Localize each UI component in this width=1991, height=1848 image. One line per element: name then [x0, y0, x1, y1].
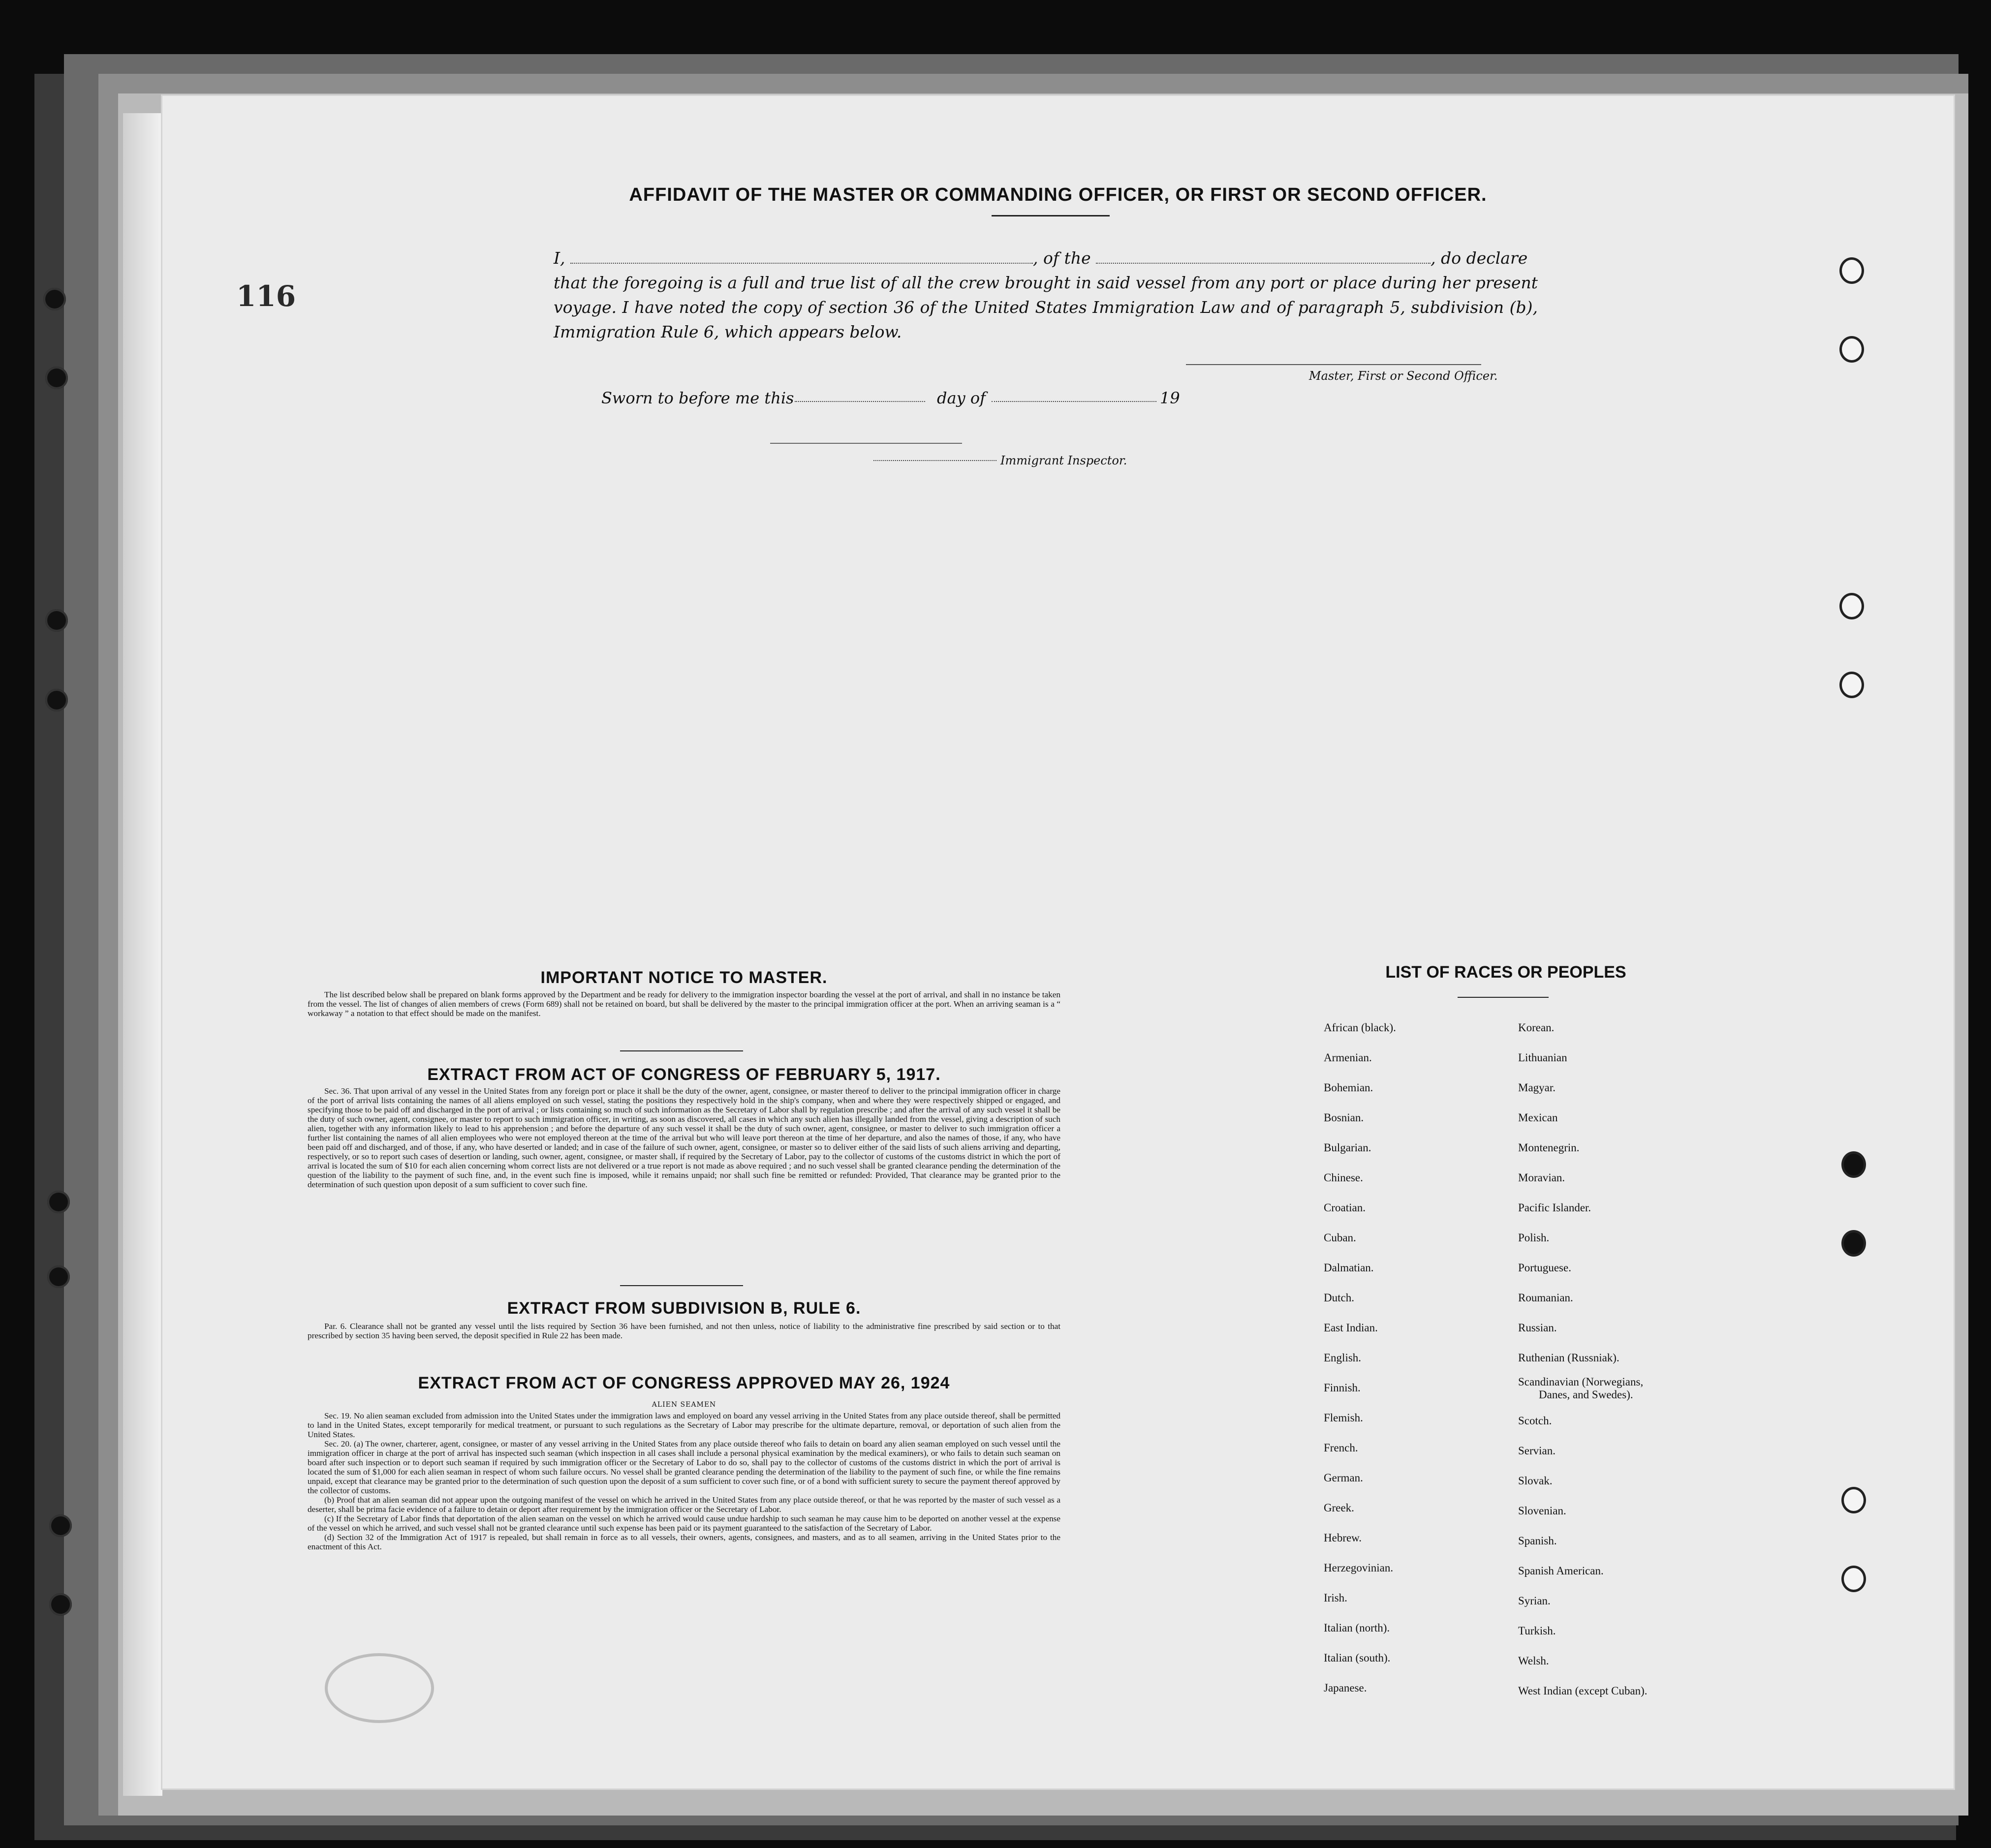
race-item: Bulgarian. — [1324, 1141, 1371, 1154]
word-of-the: , of the — [1033, 248, 1091, 268]
races-title: LIST OF RACES OR PEOPLES — [1385, 963, 1626, 982]
extract-rule6-title: EXTRACT FROM SUBDIVISION B, RULE 6. — [507, 1299, 861, 1318]
day-blank — [795, 401, 925, 402]
extract-rule6-text — [308, 1322, 1060, 1340]
race-item: Turkish. — [1518, 1625, 1556, 1637]
races-left-column — [1324, 1013, 1530, 1703]
punch-hole-icon — [1841, 1487, 1866, 1513]
binder-hole-icon — [49, 1593, 72, 1616]
binder-hole-icon — [49, 1514, 72, 1537]
race-item: Armenian. — [1324, 1051, 1372, 1064]
race-item: Scotch. — [1518, 1415, 1552, 1427]
extract-1924-paragraph: (c) If the Secretary of Labor finds that deportation of the alien seaman on the vessel on which he arrived would cause undue hardship to such seaman he may cause him to be deported on another vessel at the expense of the vessel on which he arrived, and such vessel shall not be granted clearance until such expense has been paid or its payment guaranteed to the satisfaction of the Secretary of Labor. — [308, 1514, 1060, 1533]
race-item: Spanish American. — [1518, 1565, 1604, 1577]
punch-hole-icon — [1839, 672, 1864, 698]
race-item: Welsh. — [1518, 1655, 1549, 1667]
signature-caption: Master, First or Second Officer. — [1309, 369, 1498, 383]
race-item: Herzegovinian. — [1324, 1562, 1394, 1574]
race-item: Polish. — [1518, 1232, 1550, 1244]
signature-line — [1186, 364, 1481, 365]
punch-hole-icon — [1841, 1230, 1866, 1257]
binder-hole-icon — [45, 689, 68, 711]
extract-1924-paragraph: Sec. 19. No alien seaman excluded from admission into the United States under the immigration laws and employed on board any vessel arriving in the United States from any place outside thereof, shall be permitted to land in the United States, except temporarily for medical treatment, or pursuant to such regulations as the Secretary of Labor may prescribe for the ultimate departure, removal, or deportation of such alien from the United States. — [308, 1411, 1060, 1439]
race-item: Moravian. — [1518, 1171, 1565, 1184]
page-number: 116 — [236, 279, 296, 313]
race-item: Syrian. — [1518, 1595, 1551, 1607]
binder-hole-icon — [47, 1191, 70, 1213]
punch-hole-icon — [1841, 1566, 1866, 1592]
month-blank — [992, 401, 1156, 402]
inspector-caption: Immigrant Inspector. — [1000, 454, 1127, 467]
binder-hole-icon — [43, 288, 66, 310]
extract-1917-paragraph: Sec. 36. That upon arrival of any vessel in the United States from any foreign port or place it shall be the duty of the owner, agent, consignee, or master thereof to deliver to the principal immigration officer in charge of the port of arrival lists containing the names of all aliens employed on such vessel, stating the positions they respectively hold in the ship's company, when and where they were respectively shipped or engaged, and specifying those to be paid off and discharged in the port of arrival ; or lists containing so much of such information as the Secretary of Labor shall by regulation prescribe ; and after the arrival of any such vessel it shall be the duty of such owner, agent, consignee, or master to report to such immigration officer, in writing, as soon as discovered, all cases in which any such alien has illegally landed from the vessel, giving a description of such alien, together with any information likely to lead to his apprehension ; and before the departure of any such vessel it shall be the duty of such owner, agent, consignee, or master to deliver to such immigration officer a further list containing the names of all alien employees who were not employed thereon at the time of the arrival but who will leave port thereon at the time of her departure, and also the names of those, if any, who have been paid off and discharged, and of those, if any, who have deserted or landed; and in case of the failure of such owner, agent, consignee, or master so to deliver either of the said lists of such aliens arriving and departing, respectively, or so to report such cases of desertion or landing, such owner, agent, consignee, or master shall, if required by the Secretary of Labor, pay to the collector of customs of the customs district in which the port of arrival is located the sum of $10 for each alien concerning whom correct lists are not delivered or a true report is not made as above required ; and no such vessel shall be granted clearance pending the determination of the question of the liability to the payment of such fine, and, in the event such fine is imposed, while it remains unpaid; nor shall such fine be remitted or refunded: Provided, That clearance may be granted prior to the determination of such question upon deposit of a sum sufficient to cover such fine. — [308, 1086, 1060, 1189]
binder-hole-icon — [45, 609, 68, 632]
word-declare: , do declare — [1431, 248, 1528, 268]
race-item: English. — [1324, 1352, 1362, 1364]
affidavit-statement: that the foregoing is a full and true list of all the crew brought in said vessel from any port or place during her present voyage. I have noted the copy of section 36 of the United States Immigration Law and of paragraph 5, subdivision (b), Immigration Rule 6, which appears below. — [554, 273, 1538, 341]
race-item: Korean. — [1518, 1021, 1555, 1034]
race-item: African (black). — [1324, 1021, 1396, 1034]
extract-1924-title: EXTRACT FROM ACT OF CONGRESS APPROVED MAY 26, 1924 — [418, 1374, 950, 1392]
punch-hole-icon — [1839, 257, 1864, 284]
race-item: German. — [1324, 1472, 1363, 1484]
race-item: Japanese. — [1324, 1682, 1367, 1694]
race-item: Italian (south). — [1324, 1652, 1391, 1664]
punch-hole-icon — [1841, 1151, 1866, 1178]
extract-1917-title: EXTRACT FROM ACT OF CONGRESS OF FEBRUARY 5, 1917. — [427, 1065, 941, 1084]
inspector-line — [770, 443, 962, 444]
page-edge — [123, 113, 162, 1796]
inspector-blank — [873, 460, 996, 461]
notice-paragraph: The list described below shall be prepared on blank forms approved by the Department and be ready for delivery to the immigration inspector boarding the vessel at the port of arrival, and shall in no instance be taken from the vessel. The list of changes of alien members of crews (Form 689) shall not be retained on board, but shall be delivered by the master to the principal immigration officer at the port. When an arriving seaman is a “ workaway ” a notation to that effect should be made on the manifest. — [308, 990, 1060, 1018]
race-item: Portuguese. — [1518, 1262, 1571, 1274]
extract-1924-text — [308, 1411, 1060, 1551]
faded-stamp — [325, 1653, 434, 1723]
race-item: Pacific Islander. — [1518, 1201, 1591, 1214]
punch-hole-icon — [1839, 593, 1864, 619]
binder-hole-icon — [47, 1265, 70, 1288]
word-i: I, — [554, 248, 565, 268]
divider — [620, 1285, 743, 1286]
race-item: Chinese. — [1324, 1171, 1363, 1184]
race-item: French. — [1324, 1442, 1358, 1454]
race-item: Hebrew. — [1324, 1532, 1362, 1544]
race-item: Greek. — [1324, 1502, 1354, 1514]
year-prefix: 19 — [1160, 389, 1180, 407]
affidavit-title: AFFIDAVIT OF THE MASTER OR COMMANDING OFFICER, OR FIRST OR SECOND OFFICER. — [629, 185, 1487, 205]
race-item: Irish. — [1324, 1592, 1347, 1604]
race-item: Mexican — [1518, 1111, 1558, 1124]
race-item: Montenegrin. — [1518, 1141, 1580, 1154]
extract-1924-paragraph: Sec. 20. (a) The owner, charterer, agent, consignee, or master of any vessel arriving in the United States from any place outside thereof who fails to detain on board any alien seaman employed on such vessel until the immigration officer in charge at the port of arrival has inspected such seaman (which inspection in all cases shall include a personal physical examination by the medical examiners), or who fails to detain such seaman on board after such inspection or to deport such seaman if required by such immigration officer or the Secretary of Labor to do so, shall pay to the collector of customs of the customs district in which the port of arrival is located the sum of $1,000 for each alien seaman in respect of whom such failure occurs. No vessel shall be granted clearance pending the determination of the liability to the payment of such fine, or while the fine remains unpaid, except that clearance may be granted prior to the determination of such question upon the deposit of a sum sufficient to cover such fine, or of a bond with sufficient surety to secure the payment thereof approved by the collector of customs. — [308, 1439, 1060, 1495]
race-item: East Indian. — [1324, 1322, 1378, 1334]
extract-1917-text — [308, 1086, 1060, 1189]
name-blank — [570, 263, 1033, 264]
race-item: Scandinavian (Norwegians, Danes, and Swedes). — [1518, 1376, 1644, 1401]
race-item: Ruthenian (Russniak). — [1518, 1352, 1619, 1364]
race-item: Cuban. — [1324, 1232, 1356, 1244]
notice-text — [308, 990, 1060, 1018]
extract-1924-paragraph: (d) Section 32 of the Immigration Act of 1917 is repealed, but shall remain in force as to all vessels, their owners, agents, consignees, and masters, and as to all seamen, arriving in the United States prior to the enactment of this Act. — [308, 1533, 1060, 1551]
race-item: Croatian. — [1324, 1201, 1366, 1214]
race-item: Dalmatian. — [1324, 1262, 1374, 1274]
race-item: Spanish. — [1518, 1535, 1557, 1547]
extract-1924-paragraph: (b) Proof that an alien seaman did not appear upon the outgoing manifest of the vessel on which he arrived in the United States from any place outside thereof, or that he was reported by the master of such vessel as a deserter, shall be prima facie evidence of a failure to detain or deport after requirement by the immigration officer or the Secretary of Labor. — [308, 1495, 1060, 1514]
race-item: Finnish. — [1324, 1382, 1361, 1394]
race-item: Servian. — [1518, 1445, 1556, 1457]
notice-title: IMPORTANT NOTICE TO MASTER. — [540, 968, 828, 987]
race-item: Slovenian. — [1518, 1505, 1566, 1517]
divider — [992, 215, 1110, 216]
divider — [620, 1050, 743, 1051]
race-item: Lithuanian — [1518, 1051, 1567, 1064]
race-item: Russian. — [1518, 1322, 1557, 1334]
divider — [1458, 997, 1549, 998]
race-item: Dutch. — [1324, 1292, 1354, 1304]
race-item: Magyar. — [1518, 1081, 1556, 1094]
race-item: Roumanian. — [1518, 1292, 1573, 1304]
race-item: Slovak. — [1518, 1475, 1553, 1487]
vessel-blank — [1096, 263, 1431, 264]
extract-rule6-paragraph: Par. 6. Clearance shall not be granted any vessel until the lists required by Section 36 have been furnished, and not then unless, notice of liability to the administrative fine prescribed by said section or to that prescribed by section 35 having been served, the deposit specified in Rule 22 has been made. — [308, 1322, 1060, 1340]
affidavit-declaration — [554, 246, 1538, 344]
punch-hole-icon — [1839, 336, 1864, 363]
day-of-label: day of — [937, 389, 986, 407]
extract-1924-subtitle: ALIEN SEAMEN — [652, 1401, 716, 1409]
race-item: Italian (north). — [1324, 1622, 1390, 1634]
race-item: West Indian (except Cuban). — [1518, 1685, 1648, 1697]
binder-hole-icon — [45, 367, 68, 389]
race-item: Bosnian. — [1324, 1111, 1364, 1124]
races-right-column — [1518, 1013, 1754, 1706]
race-item: Bohemian. — [1324, 1081, 1373, 1094]
race-item: Flemish. — [1324, 1412, 1363, 1424]
sworn-label: Sworn to before me this — [601, 389, 794, 407]
